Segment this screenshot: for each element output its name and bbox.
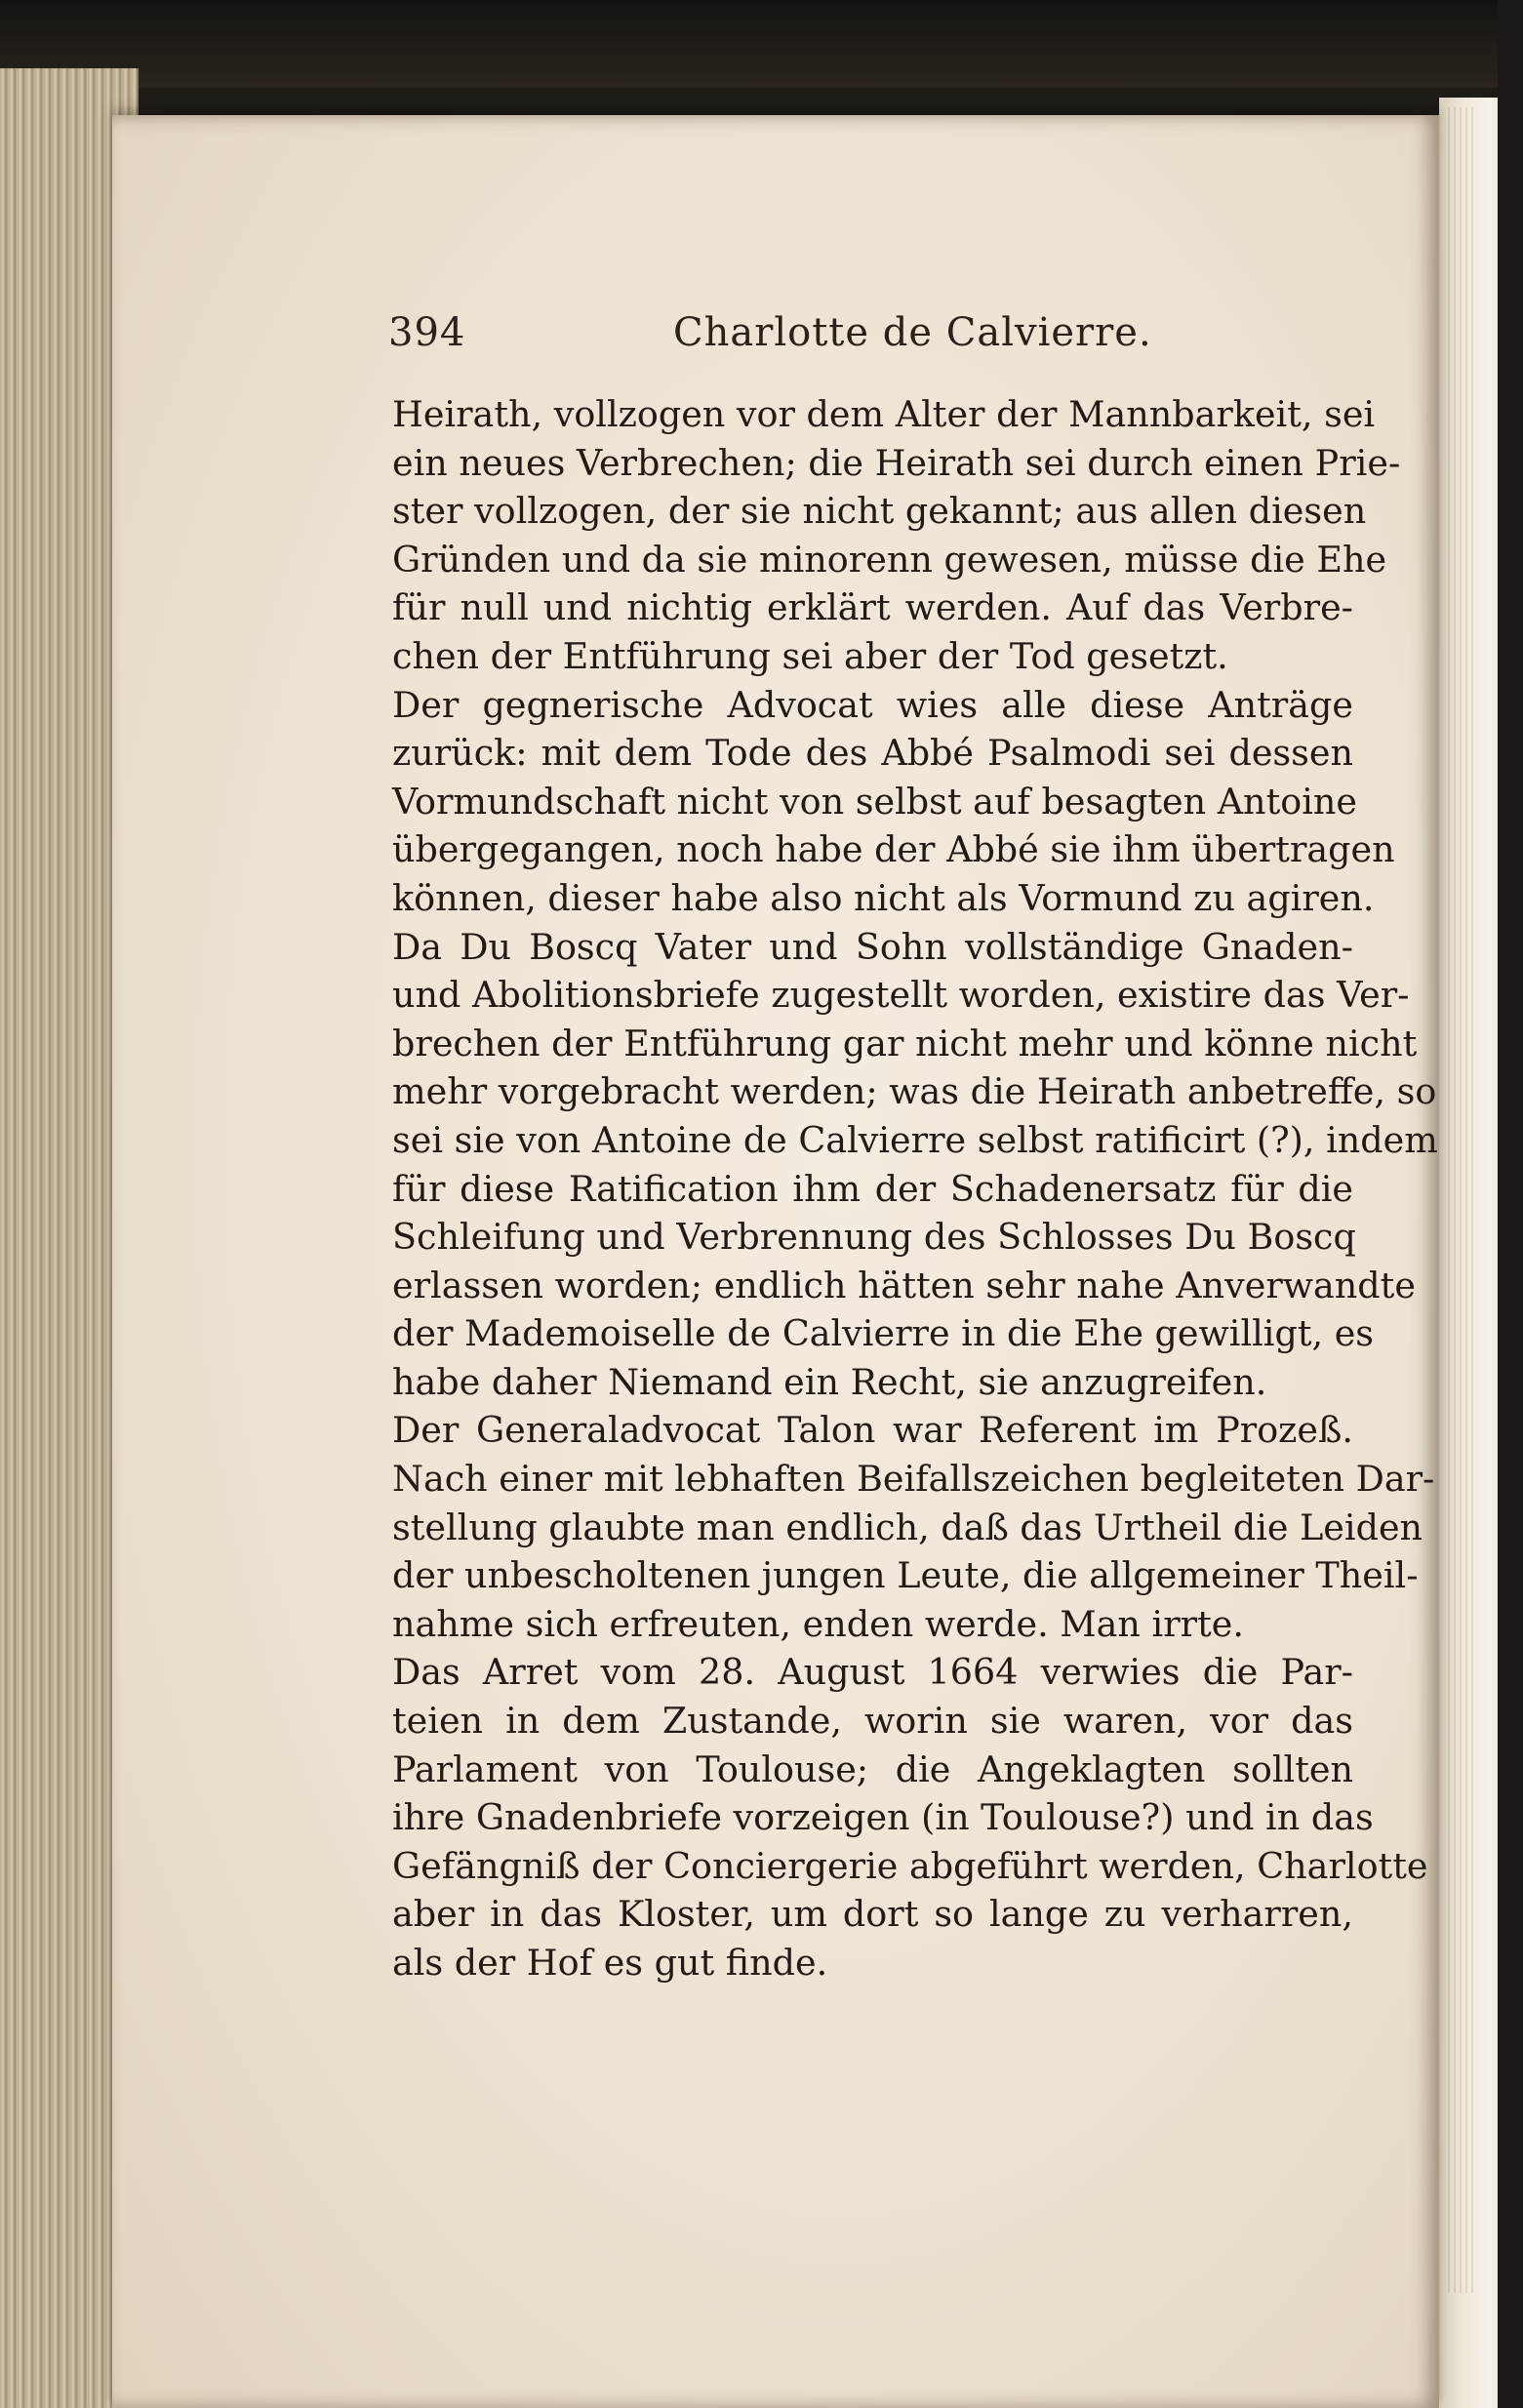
body-text — [392, 390, 1438, 1987]
text-line: Parlament von Toulouse; die Angeklagten sollten — [392, 1747, 1353, 1790]
text-line: Vormundschaft nicht von selbst auf besagten Antoine — [392, 780, 1357, 823]
text-line: für diese Ratification ihm der Schadenersatz für die — [392, 1167, 1353, 1210]
text-line: Nach einer mit lebhaften Beifallszeichen begleiteten Dar- — [392, 1458, 1435, 1501]
text-line: zurück: mit dem Tode des Abbé Psalmodi sei dessen — [392, 732, 1353, 775]
text-line: als der Hof es gut finde. — [392, 1942, 828, 1984]
text-line: erlassen worden; endlich hätten sehr nahe Anverwandte — [392, 1264, 1416, 1306]
text-line: teien in dem Zustande, worin sie waren, vor das — [392, 1700, 1353, 1743]
text-line: sei sie von Antoine de Calvierre selbst ratificirt (?), indem — [392, 1118, 1438, 1161]
background-right — [1498, 0, 1523, 2408]
text-line: stellung glaubte man endlich, daß das Urtheil die Leiden — [392, 1505, 1423, 1548]
text-line: nahme sich erfreuten, enden werde. Man irrte. — [392, 1602, 1244, 1645]
text-line: Da Du Boscq Vater und Sohn vollständige Gnaden- — [392, 925, 1353, 968]
text-line: Der Generaladvocat Talon war Referent im Prozeß. — [392, 1409, 1353, 1452]
page-header — [388, 310, 1354, 369]
text-line: ster vollzogen, der sie nicht gekannt; aus allen diesen — [392, 490, 1367, 533]
text-line: ihre Gnadenbriefe vorzeigen (in Toulouse?) und in das — [392, 1796, 1374, 1839]
text-line: brechen der Entführung gar nicht mehr und könne nicht — [392, 1022, 1418, 1064]
text-line: aber in das Kloster, um dort so lange zu verharren, — [392, 1893, 1353, 1936]
text-line: Gründen und da sie minorenn gewesen, müsse die Ehe — [392, 538, 1387, 581]
text-line: können, dieser habe also nicht als Vormund zu agiren. — [392, 876, 1375, 919]
background-top — [0, 0, 1523, 88]
text-line: habe daher Niemand ein Recht, sie anzugreifen. — [392, 1360, 1267, 1403]
text-line: Der gegnerische Advocat wies alle diese Anträge — [392, 683, 1353, 726]
text-line: mehr vorgebracht werden; was die Heirath anbetreffe, so — [392, 1070, 1437, 1113]
text-line: Heirath, vollzogen vor dem Alter der Mannbarkeit, sei — [392, 393, 1376, 435]
text-line: und Abolitionsbriefe zugestellt worden, existire das Ver- — [392, 974, 1410, 1017]
running-title: Charlotte de Calvierre. — [673, 310, 1152, 355]
text-line: für null und nichtig erklärt werden. Auf das Verbre- — [392, 586, 1353, 629]
text-line: der Mademoiselle de Calvierre in die Ehe gewilligt, es — [392, 1312, 1375, 1355]
page-edge-lines — [1444, 107, 1473, 2293]
text-line: chen der Entführung sei aber der Tod gesetzt. — [392, 634, 1228, 677]
text-line: der unbescholtenen jungen Leute, die allgemeiner Theil- — [392, 1554, 1419, 1597]
text-line: ein neues Verbrechen; die Heirath sei durch einen Prie- — [392, 441, 1401, 484]
text-line: Schleifung und Verbrennung des Schlosses Du Boscq — [392, 1216, 1356, 1259]
text-line: Gefängniß der Conciergerie abgeführt werden, Charlotte — [392, 1844, 1428, 1887]
text-line: übergegangen, noch habe der Abbé sie ihm übertragen — [392, 828, 1395, 871]
text-line: Das Arret vom 28. August 1664 verwies die Par- — [392, 1651, 1353, 1694]
page-number: 394 — [388, 310, 466, 355]
